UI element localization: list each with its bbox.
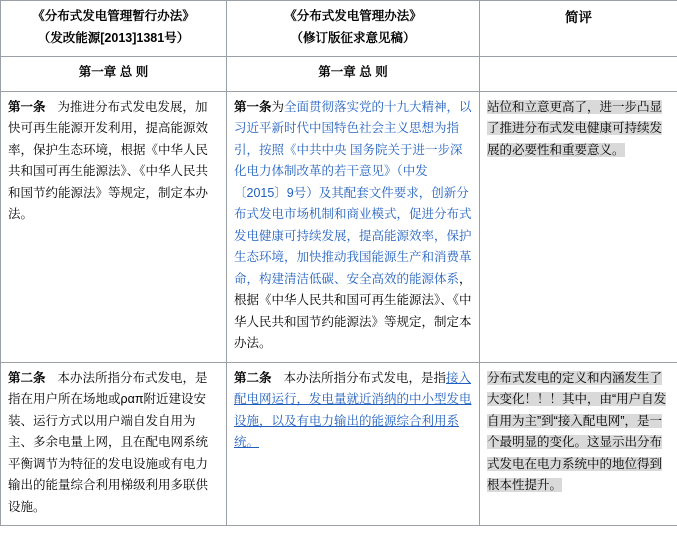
row2-old-rule-text xyxy=(8,368,219,519)
header-old-rule-line1: 《分布式发电管理暂行办法》 xyxy=(32,9,195,23)
chapter-row xyxy=(1,57,677,92)
row1-new-seg-2: 创新分布式发电市场机制和商业模式，促进分布式发电健康可持续发展 xyxy=(234,185,472,243)
chapter-comment-empty xyxy=(480,57,677,92)
row1-comment-text xyxy=(487,97,670,162)
row1-new-rule-cell xyxy=(227,91,480,362)
header-cell-old-rule xyxy=(1,1,227,57)
row2-old-article-label: 第二条 xyxy=(8,370,46,385)
row2-comment-text xyxy=(487,368,670,497)
row2-new-article-label: 第二条 xyxy=(234,370,272,385)
row2-comment-cell xyxy=(480,362,677,526)
row1-new-seg-1: 全面贯彻落实党的十九大精神，以习近平新时代中国特色社会主义思想为指引，按照《中共中央 国务院关于进一步深化电力体制改革的若干意见》（中发〔2015〕9号）及其配套文件要求， xyxy=(234,99,472,200)
chapter-new-rule: 第一章 总 则 xyxy=(227,57,480,92)
row2-new-seg-0: 本办法所指分布式发电，是指 xyxy=(283,370,447,385)
row1-new-article-label: 第一条 xyxy=(234,99,272,114)
header-old-rule-line2: （发改能源[2013]1381号） xyxy=(37,30,190,45)
row2-new-seg-1: 接入配电网运行，发电量就近消纳的中小型发电设施，以及有电力输出的能源综合利用系统。 xyxy=(234,370,472,449)
row2-old-article-body: 本办法所指分布式发电，是指在用户所在场地或ραπ附近建设安装、运行方式以用户端自发自用为主、多余电量上网，且在配电网系统平衡调节为特征的发电设施或有电力输出的能量综合利用梯级利用多联供设施。 xyxy=(8,370,209,514)
row1-old-rule-cell xyxy=(1,91,227,362)
row2-comment-highlight: 分布式发电的定义和内涵发生了大变化！！！其中，由“用户自发自用为主”到“接入配电网”，是一个最明显的变化。这显示出分布式发电在电力系统中的地位得到根本性提升。 xyxy=(487,370,667,492)
table-row xyxy=(1,91,677,362)
header-comment-label: 简评 xyxy=(565,10,592,25)
row1-new-seg-3: ，提高能源效率，保护生态环境，加快推动我国能源生产和消费革命，构建清洁低碳、安全高效的能源体系 xyxy=(234,228,472,286)
header-new-rule-line1: 《分布式发电管理办法》 xyxy=(284,9,422,23)
table-header-row xyxy=(1,1,677,57)
table-row xyxy=(1,362,677,526)
row1-new-rule-text xyxy=(234,97,472,355)
row1-new-seg-4: ，根据《中华人民共和国可再生能源法》、《中华人民共和国节约能源法》等规定，制定本办法。 xyxy=(234,271,472,350)
header-cell-comment xyxy=(480,1,677,57)
row2-new-rule-cell xyxy=(227,362,480,526)
row1-new-seg-0: 为 xyxy=(271,99,285,114)
row1-old-article-label: 第一条 xyxy=(8,99,46,114)
row1-old-rule-text xyxy=(8,97,219,226)
row1-comment-highlight: 站位和立意更高了，进一步凸显了推进分布式发电健康可持续发展的必要性和重要意义。 xyxy=(487,99,663,157)
header-cell-new-rule xyxy=(227,1,480,57)
row2-new-rule-text xyxy=(234,368,472,454)
row1-old-article-body: 为推进分布式发电发展，加快可再生能源开发利用，提高能源效率，保护生态环境，根据《中华人民共和国可再生能源法》、《中华人民共和国节约能源法》等规定，制定本办法。 xyxy=(8,99,209,221)
header-new-rule-line2: （修订版征求意见稿） xyxy=(290,30,416,45)
row2-old-rule-cell xyxy=(1,362,227,526)
chapter-old-rule: 第一章 总 则 xyxy=(1,57,227,92)
row1-comment-cell xyxy=(480,91,677,362)
